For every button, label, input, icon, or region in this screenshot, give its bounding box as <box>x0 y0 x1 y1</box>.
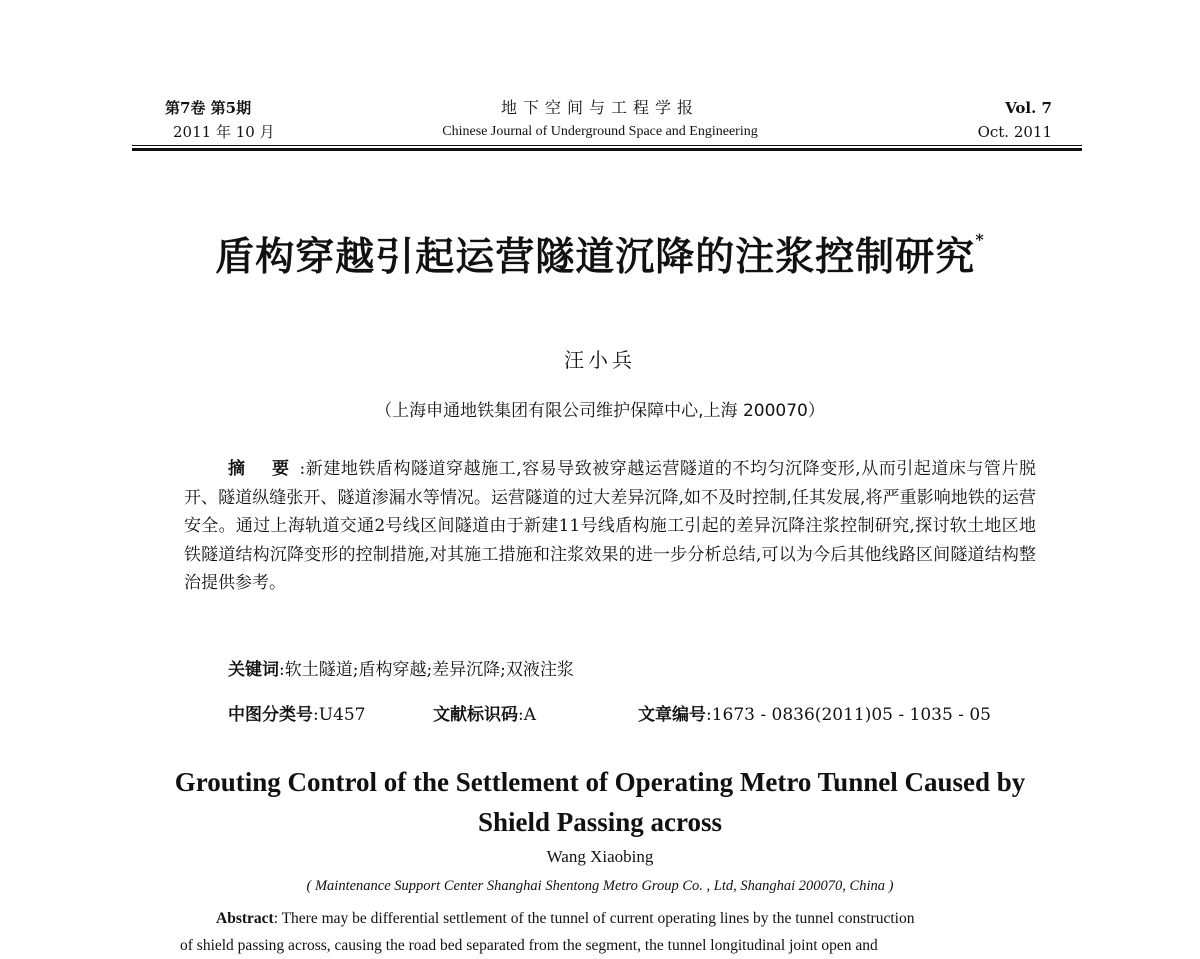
volume-en: Vol. 7 <box>1005 99 1052 117</box>
article-number-value: :1673 - 0836(2011)05 - 1035 - 05 <box>706 705 991 725</box>
document-code-value: :A <box>518 705 537 725</box>
author-cn: 汪小兵 <box>564 348 636 372</box>
article-number <box>638 700 991 725</box>
document-code <box>433 700 536 725</box>
abstract-cn-text: :新建地铁盾构隧道穿越施工,容易导致被穿越运营隧道的不均匀沉降变形,从而引起道床与管片脱开、隧道纵缝张开、隧道渗漏水等情况。运营隧道的过大差异沉降,如不及时控制,任其发展,将严重影响地铁的运营安全。通过上海轨道交通2号线区间隧道由于新建11号线盾构施工引起的差异沉降注浆控制研究,探讨软土地区地铁隧道结构沉降变形的控制措施,对其施工措施和注浆效果的进一步分析总结,可以为今后其他线路区间隧道结构整治提供参考。 <box>184 459 1036 593</box>
journal-name-en: Chinese Journal of Underground Space and Engineering <box>442 124 758 139</box>
abstract-en-line2: of shield passing across, causing the road bed separated from the segment, the tunnel longitudinal joint open and <box>180 937 878 954</box>
document-code-label: 文献标识码 <box>433 705 518 725</box>
abstract-cn <box>184 455 1036 598</box>
title-footnote-mark: * <box>975 230 985 249</box>
clc-number <box>228 700 366 725</box>
keywords-cn <box>228 655 574 680</box>
clc-value: :U457 <box>313 705 366 725</box>
abstract-en <box>180 905 1036 959</box>
abstract-en-line1: : There may be differential settlement of the tunnel of current operating lines by the tunnel construction <box>273 910 915 927</box>
paper-title-en <box>0 762 1200 842</box>
header-thin-rule <box>132 145 1082 146</box>
abstract-en-label: Abstract <box>216 910 274 927</box>
paper-title-en-line1: Grouting Control of the Settlement of Operating Metro Tunnel Caused by <box>174 767 1026 797</box>
publication-date-en: Oct. 2011 <box>977 123 1052 141</box>
keywords-text: :软土隧道;盾构穿越;差异沉降;双液注浆 <box>279 660 574 680</box>
volume-date-en <box>978 96 1052 144</box>
paper-title-cn-text: 盾构穿越引起运营隧道沉降的注浆控制研究 <box>215 234 976 280</box>
keywords-label: 关键词 <box>228 660 279 680</box>
clc-label: 中图分类号 <box>228 705 313 725</box>
affiliation-cn: （上海申通地铁集团有限公司维护保障中心,上海 200070） <box>375 401 825 421</box>
paper-title-en-line2: Shield Passing across <box>477 807 723 837</box>
author-en: Wang Xiaobing <box>546 847 654 866</box>
publication-date-cn: 2011 年 10 月 <box>173 123 275 141</box>
affiliation-en: ( Maintenance Support Center Shanghai Shentong Metro Group Co. , Ltd, Shanghai 200070, China ) <box>306 878 894 894</box>
journal-name-cn: 地下空间与工程学报 <box>500 98 699 117</box>
header-thick-rule <box>132 148 1082 151</box>
volume-issue-cn: 第7卷 第5期 <box>165 99 252 117</box>
abstract-cn-label: 摘 要 <box>228 459 300 479</box>
article-number-label: 文章编号 <box>638 705 706 725</box>
paper-title-cn <box>0 226 1200 282</box>
